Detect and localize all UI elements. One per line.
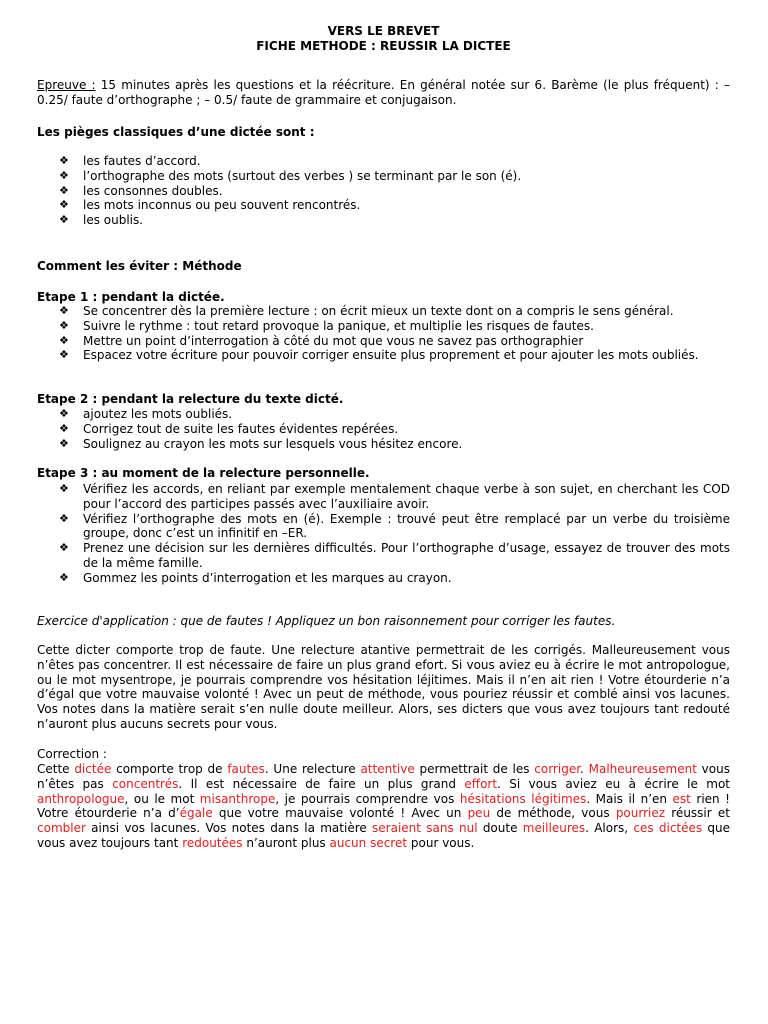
correction-segment: de méthode, vous [490, 806, 616, 821]
bullet-diamond-icon: ❖ [59, 213, 69, 227]
epreuve-paragraph [37, 78, 730, 108]
exercice-heading: Exercice d'application : que de fautes ! Appliquez un bon raisonnement pour corriger les fautes. [37, 614, 616, 628]
bullet-diamond-icon: ❖ [59, 304, 69, 317]
list-item: ❖ Espacez votre écriture pour pouvoir corriger ensuite plus proprement et pour ajouter les mots oubliés. [59, 348, 699, 363]
corrected-word: effort [464, 776, 498, 791]
pieges-heading: Les pièges classiques d’une dictée sont : [37, 125, 315, 139]
correction-segment: réussir et [665, 806, 730, 821]
list-item: ❖ les mots inconnus ou peu souvent rencontrés. [59, 198, 361, 213]
etape3-list [37, 482, 730, 586]
corrected-word: hésitations légitimes [459, 791, 587, 806]
correction-segment: , je pourrais comprendre vos [275, 791, 460, 806]
bullet-diamond-icon: ❖ [59, 407, 69, 420]
list-item: ❖ les oublis. [59, 213, 144, 228]
bullet-diamond-icon: ❖ [59, 570, 69, 584]
corrected-word: attentive [360, 762, 415, 776]
epreuve-label: Epreuve : [37, 78, 96, 92]
etape1-heading: Etape 1 : pendant la dictée. [37, 290, 225, 304]
correction-segment: . Mais il n’en [586, 791, 673, 806]
etape1-list [37, 304, 730, 363]
bullet-diamond-icon: ❖ [59, 168, 69, 182]
correction-segment: ainsi vos lacunes. Vos notes dans la matière [85, 821, 373, 836]
correction-segment: n’auront plus [242, 835, 330, 850]
list-item: ❖ Gommez les points d’interrogation et les marques au crayon. [59, 570, 452, 585]
correction-segment: . Si vous aviez eu à écrire le mot [497, 776, 731, 791]
corrected-word: pourriez [615, 806, 666, 821]
bullet-diamond-icon: ❖ [59, 318, 69, 332]
corrected-word: combler [37, 821, 86, 836]
etape2-heading: Etape 2 : pendant la relecture du texte dicté. [37, 392, 344, 406]
correction-segment: pour vous. [407, 835, 475, 850]
corrected-word: misanthrope [199, 791, 276, 806]
epreuve-text: 15 minutes après les questions et la réécriture. En général notée sur 6. Barème (le plus fréquent) : – 0.25/ faute d’orthographe ; – 0.5/ faute de grammaire et conjugaison. [37, 78, 731, 107]
corrected-word: corriger [534, 762, 581, 776]
corrected-word: Malheureusement [588, 762, 697, 776]
list-item: ❖ l’orthographe des mots (surtout des verbes ) se terminant par le son (é). [59, 168, 522, 183]
correction-segment: . [580, 762, 589, 776]
correction-segment: que vous avez toujours tant [37, 821, 731, 850]
correction-segment: . Il est nécessaire de faire un plus grand [178, 776, 465, 791]
list-item: ❖ Mettre un point d’interrogation à côté du mot que vous ne savez pas orthographier [59, 333, 584, 348]
correction-label: Correction : [37, 747, 107, 761]
etape3-heading: Etape 3 : au moment de la relecture personnelle. [37, 466, 370, 480]
correction-segment: comporte trop de [111, 762, 228, 776]
bullet-diamond-icon: ❖ [59, 333, 69, 347]
correction-segment: permettrait de les [414, 762, 535, 776]
correction-segment: , ou le mot [124, 791, 200, 806]
bullet-diamond-icon: ❖ [59, 511, 69, 525]
list-item: ❖ ajoutez les mots oubliés. [59, 407, 233, 421]
correction-segment: . Une relecture [264, 762, 361, 776]
list-item: ❖ Corrigez tout de suite les fautes évidentes repérées. [59, 421, 399, 436]
list-item: ❖ les fautes d’accord. [59, 154, 201, 168]
corrected-word: est [672, 791, 691, 806]
corrected-word: redoutées [182, 835, 243, 850]
methode-heading: Comment les éviter : Méthode [37, 259, 242, 273]
bullet-diamond-icon: ❖ [59, 482, 69, 495]
bullet-diamond-icon: ❖ [59, 198, 69, 212]
page-title [37, 24, 730, 54]
bullet-diamond-icon: ❖ [59, 154, 69, 167]
list-item: ❖ Vérifiez les accords, en reliant par exemple mentalement chaque verbe à son sujet, en cherchant les COD pour l’accord des participes passés avec l’auxiliaire avoir. [59, 482, 730, 511]
corrected-word: fautes [227, 762, 265, 776]
correction-segment: doute [477, 821, 523, 836]
list-item: ❖ Soulignez au crayon les mots sur lesquels vous hésitez encore. [59, 436, 463, 451]
pieges-list [37, 154, 730, 228]
etape2-list [37, 407, 730, 451]
bullet-diamond-icon: ❖ [59, 183, 69, 197]
list-item: ❖ Vérifiez l’orthographe des mots en (é). Exemple : trouvé peut être remplacé par un verbe du troisième groupe, donc c’est un infinitif en –ER. [59, 511, 730, 541]
correction-segment: que votre mauvaise volonté ! Avec un [212, 806, 468, 821]
list-item: ❖ les consonnes doubles. [59, 183, 223, 198]
list-item: ❖ Prenez une décision sur les dernières difficultés. Pour l’orthographe d’usage, essayez de trouver des mots de la même famille. [59, 541, 730, 570]
bullet-diamond-icon: ❖ [59, 421, 69, 435]
correction-text [37, 762, 730, 851]
list-item: ❖ Suivre le rythme : tout retard provoque la panique, et multiplie les risques de fautes. [59, 318, 594, 333]
corrected-word: peu [467, 806, 491, 821]
corrected-word: ces dictées [633, 821, 703, 836]
corrected-word: égale [179, 806, 213, 821]
list-item: ❖ Se concentrer dès la première lecture : on écrit mieux un texte dont on a compris le sens général. [59, 304, 674, 318]
title-line-1: VERS LE BREVET [327, 24, 440, 38]
corrected-word: anthropologue [37, 791, 125, 806]
correction-segment: rien ! Votre étourderie n’a d’ [37, 791, 730, 821]
title-line-2: FICHE METHODE : REUSSIR LA DICTEE [256, 39, 511, 53]
exercice-text: Cette dicter comporte trop de faute. Une relecture atantive permettrait de les corrigés. Malleureusement vous n’êtes pas concentrer. Il est nécessaire de faire un plus grand efort. Si vous aviez eu à écrire le mot antropologue, ou le mot mysentrope, je pourrais comprendre vos hésitation léjitimes. Mais il n’en ait rien ! Votre étourderie n’a d’égal que votre mauvaise volonté ! Avec un peut de méthode, vous pouriez réussir et comblé ainsi vos lacunes. Vos notes dans la matière serait s’en nulle doute meilleur. Alors, ses dicters que vous avez toujours tant redouté n’auront plus aucuns secrets pour vous. [37, 643, 730, 731]
correction-segment: Cette [37, 762, 75, 776]
corrected-word: meilleures [522, 821, 586, 836]
bullet-diamond-icon: ❖ [59, 436, 69, 450]
bullet-diamond-icon: ❖ [59, 541, 69, 555]
bullet-diamond-icon: ❖ [59, 348, 69, 362]
corrected-word: concentrés [112, 776, 179, 791]
correction-segment: . Alors, [585, 821, 634, 836]
corrected-word: aucun secret [329, 835, 408, 850]
corrected-word: dictée [74, 762, 112, 776]
corrected-word: seraient sans nul [372, 821, 478, 836]
correction-segment: vous n’êtes pas [37, 762, 730, 791]
